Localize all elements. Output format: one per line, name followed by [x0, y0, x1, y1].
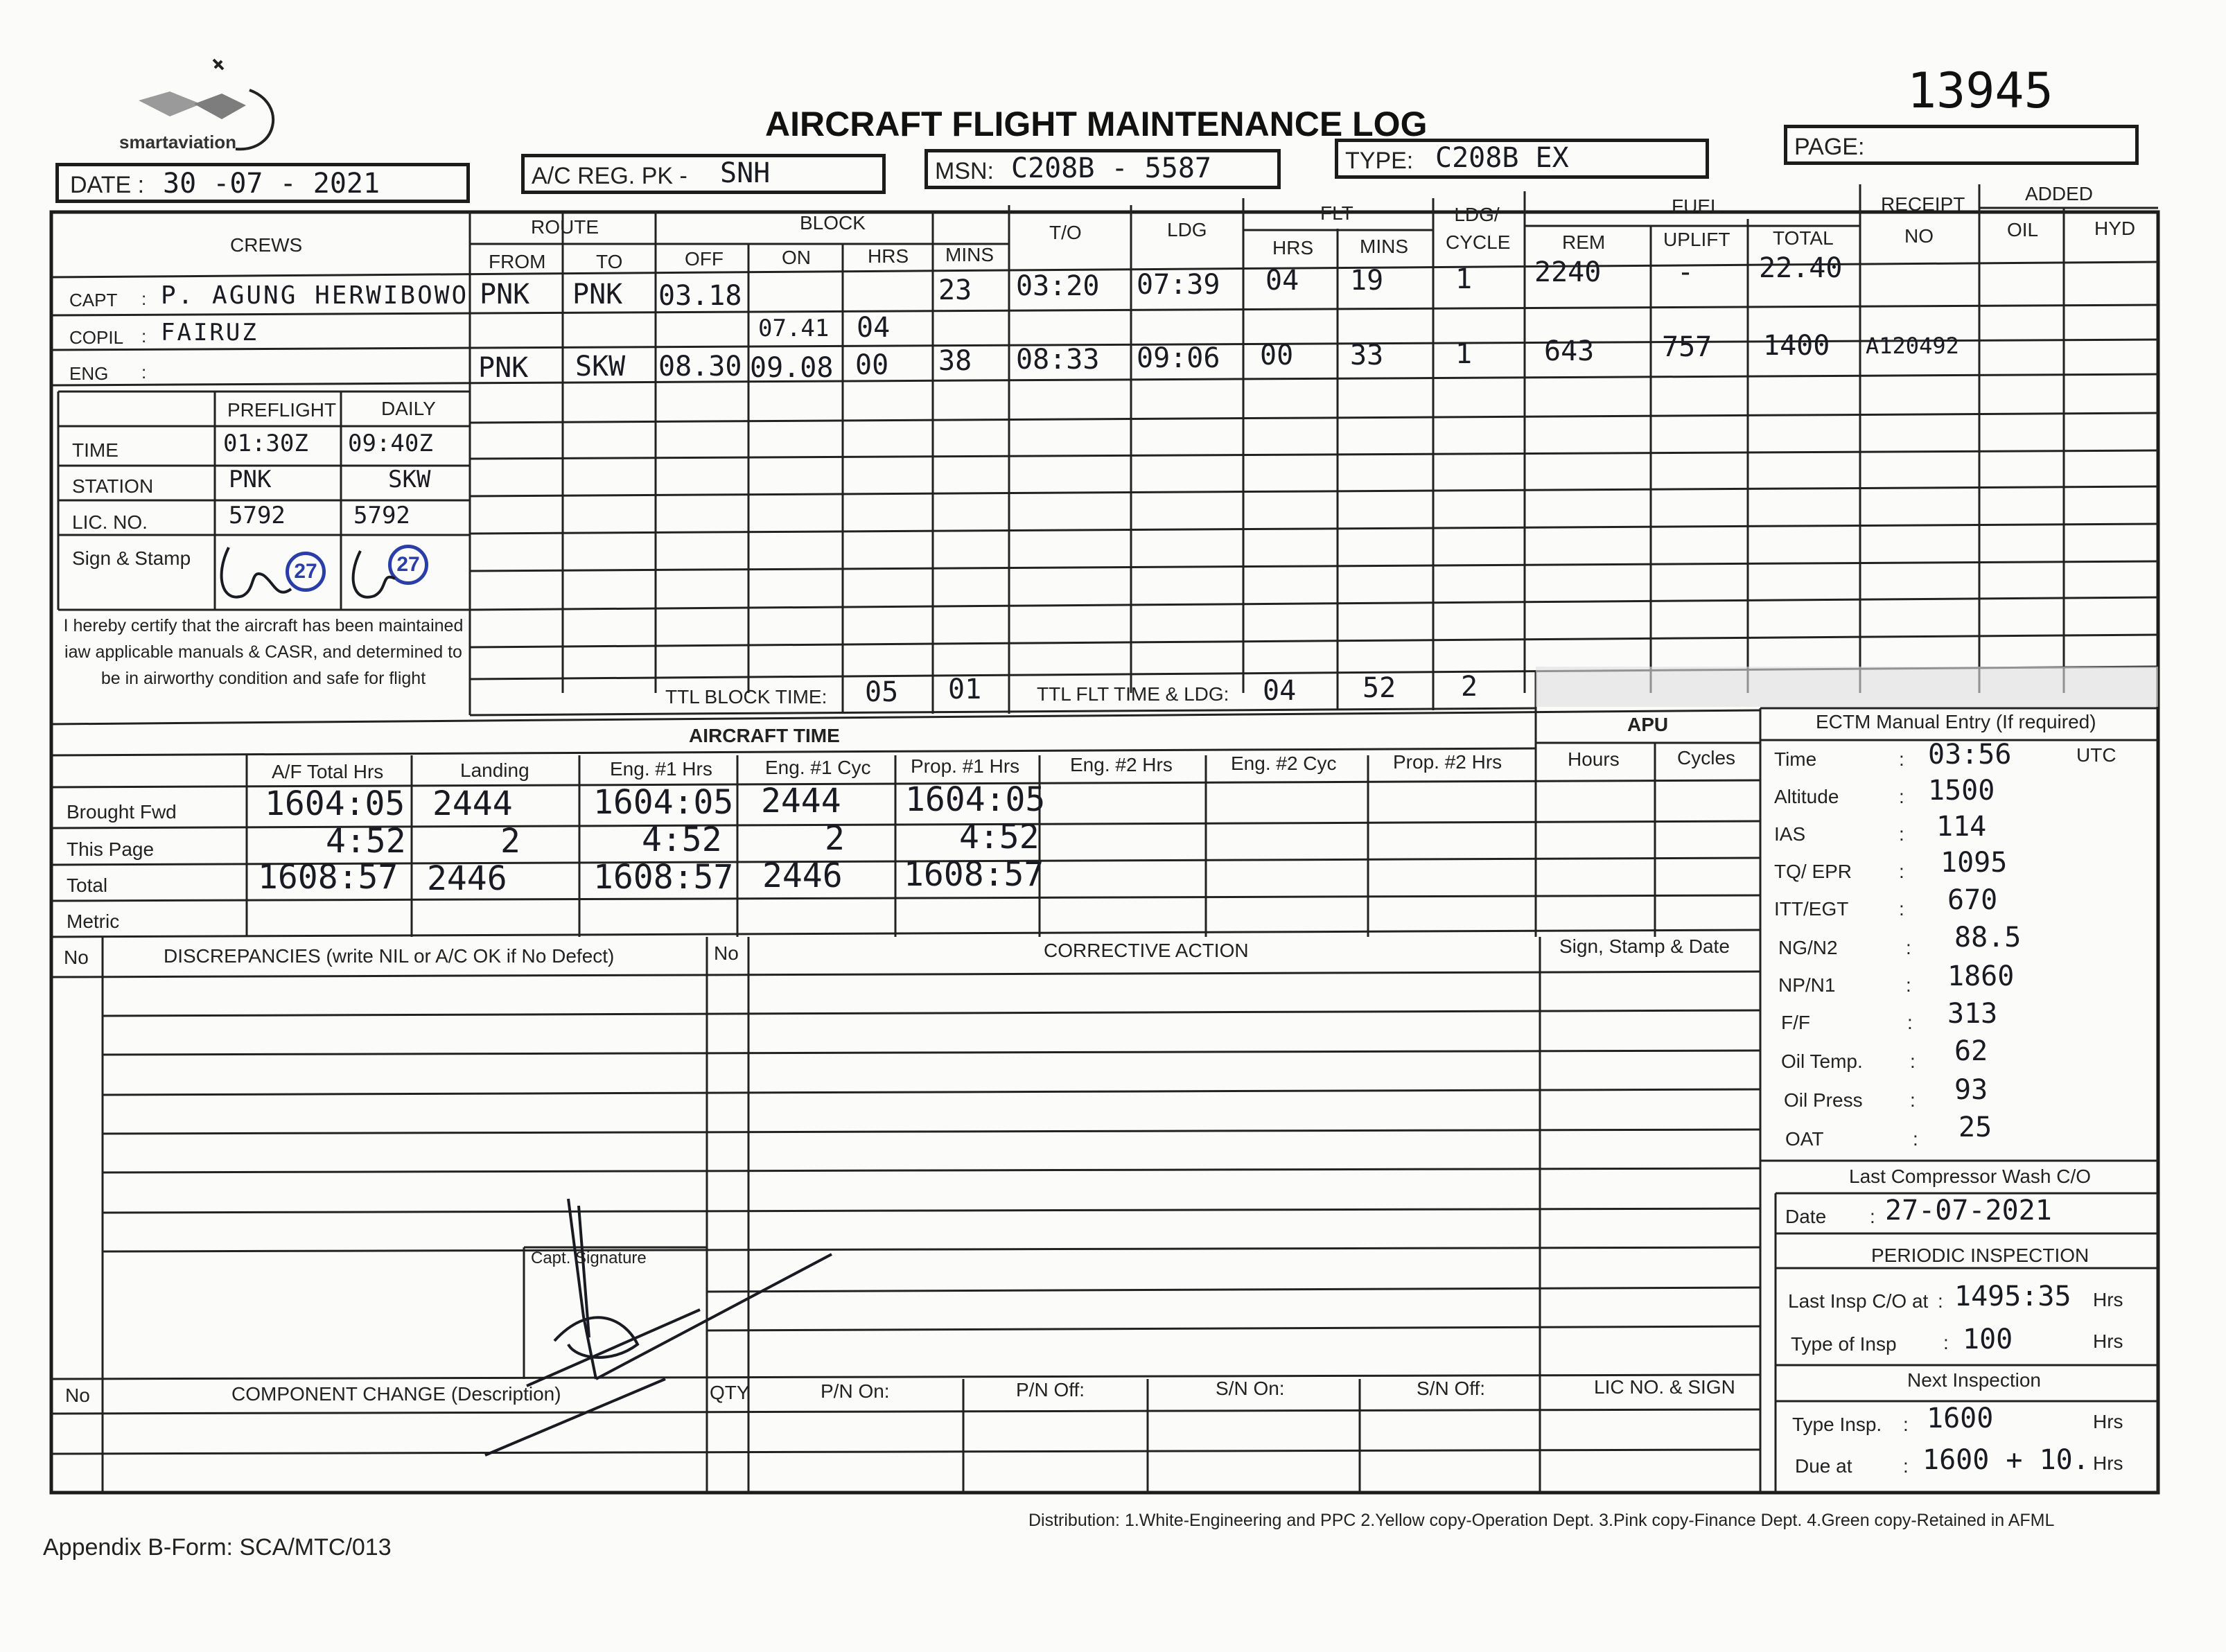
type-insp-label: Type of Insp: [1791, 1333, 1897, 1355]
apu-hours: Hours: [1568, 748, 1620, 770]
type-label: TYPE:: [1345, 148, 1414, 174]
page-title: AIRCRAFT FLIGHT MAINTENANCE LOG: [765, 105, 1428, 143]
ectm-label-itt: ITT/EGT: [1774, 898, 1849, 920]
tot-prop1[interactable]: 1608:57: [904, 855, 1044, 894]
daily-time[interactable]: 09:40Z: [348, 430, 433, 457]
ectm-label-oilpress: Oil Press: [1784, 1089, 1863, 1111]
flight1-rem[interactable]: 2240: [1534, 256, 1602, 288]
row-brought-fwd: Brought Fwd: [67, 801, 177, 823]
row-metric: Metric: [67, 911, 120, 932]
ectm-colon: :: [1899, 823, 1904, 845]
daily-stamp: 27: [388, 545, 428, 585]
date-label: DATE :: [70, 172, 145, 198]
flight1-ldg[interactable]: 07:39: [1137, 269, 1220, 301]
flight1-mins[interactable]: 23: [938, 274, 972, 306]
comp-sn-off: S/N Off:: [1417, 1378, 1486, 1399]
type-insp-colon: :: [1943, 1332, 1949, 1353]
col-block: BLOCK: [800, 212, 866, 234]
next-type-colon: :: [1903, 1414, 1909, 1435]
tot-eng1-cyc[interactable]: 2446: [762, 856, 843, 895]
aircraft-time-title: AIRCRAFT TIME: [689, 725, 840, 746]
page-label: PAGE:: [1794, 134, 1865, 160]
ectm-value-ias[interactable]: 114: [1936, 811, 1987, 843]
ttl-flt-label: TTL FLT TIME & LDG:: [1037, 683, 1229, 705]
last-insp-value[interactable]: 1495:35: [1954, 1281, 2071, 1312]
comp-no-header: No: [65, 1385, 90, 1406]
lic-label: LIC. NO.: [72, 511, 148, 533]
ttl-shade: [1536, 667, 2158, 707]
ectm-colon: :: [1910, 1051, 1916, 1072]
ectm-colon: :: [1907, 1012, 1913, 1033]
certify-text: I hereby certify that the aircraft has been maintained iaw applicable manuals & CASR, and determined to be in airworthy condition and safe for flight: [63, 616, 464, 688]
flight2-hrs[interactable]: 00: [855, 349, 889, 381]
next-title: Next Inspection: [1907, 1369, 2041, 1391]
ectm-value-ff[interactable]: 313: [1947, 998, 1998, 1030]
col-mins: MINS: [945, 244, 994, 265]
flight2-ldg[interactable]: 09:06: [1137, 342, 1220, 374]
ectm-colon: :: [1906, 937, 1911, 958]
flight2-receipt[interactable]: A120492: [1866, 333, 1959, 359]
ectm-value-altitude[interactable]: 1500: [1928, 775, 1995, 807]
col-flt: FLT: [1320, 202, 1353, 224]
preflight-header: PREFLIGHT: [227, 399, 337, 421]
daily-station[interactable]: SKW: [388, 466, 431, 493]
ectm-value-np[interactable]: 1860: [1947, 960, 2015, 992]
ectm-value-oiltemp[interactable]: 62: [1954, 1035, 1988, 1067]
flight1-on[interactable]: 07.41: [758, 315, 830, 342]
col-on: ON: [782, 247, 811, 268]
last-insp-label: Last Insp C/O at: [1788, 1290, 1929, 1312]
apu-title: APU: [1627, 714, 1669, 735]
appendix-text: Appendix B-Form: SCA/MTC/013: [43, 1534, 392, 1561]
col-fuel: FUEL: [1672, 195, 1721, 217]
eng-colon: :: [141, 362, 147, 383]
bf-af-total[interactable]: 1604:05: [265, 784, 405, 823]
ectm-label-ng: NG/N2: [1778, 937, 1838, 958]
type-insp-value[interactable]: 100: [1963, 1324, 2013, 1355]
capt-label: CAPT: [69, 290, 118, 310]
comp-sn-on: S/N On:: [1216, 1378, 1285, 1399]
flight2-from[interactable]: PNK: [478, 352, 529, 384]
row-this-page: This Page: [67, 838, 155, 860]
msn-value: C208B - 5587: [1011, 152, 1211, 184]
at-header-prop1: Prop. #1 Hrs: [911, 755, 1020, 777]
col-uplift: UPLIFT: [1663, 229, 1730, 250]
col-off: OFF: [685, 248, 724, 270]
preflight-time[interactable]: 01:30Z: [223, 430, 308, 457]
periodic-title: PERIODIC INSPECTION: [1871, 1245, 2089, 1266]
wash-colon: :: [1870, 1206, 1875, 1227]
copil-label: COPIL: [69, 327, 124, 348]
ectm-label-np: NP/N1: [1778, 974, 1836, 996]
ectm-label-ias: IAS: [1774, 823, 1806, 845]
copil-name[interactable]: FAIRUZ: [161, 319, 258, 346]
capt-signature-label: Capt. Signature: [531, 1249, 647, 1267]
comp-title: COMPONENT CHANGE (Description): [231, 1383, 561, 1405]
ectm-label-oat: OAT: [1785, 1128, 1824, 1150]
due-label: Due at: [1795, 1455, 1852, 1477]
ttl-ldg[interactable]: 2: [1461, 671, 1478, 703]
ectm-colon: :: [1899, 748, 1904, 770]
at-header-eng2cyc: Eng. #2 Cyc: [1231, 753, 1337, 774]
wash-date-label: Date: [1785, 1206, 1827, 1227]
ectm-colon: :: [1910, 1089, 1916, 1111]
tot-af-total[interactable]: 1608:57: [258, 858, 398, 897]
flight1-from[interactable]: PNK: [480, 279, 530, 310]
col-ldg-cycle: LDG/ CYCLE: [1446, 204, 1511, 253]
tp-prop1[interactable]: 4:52: [959, 818, 1040, 856]
logo-text: smartaviation: [119, 132, 237, 152]
col-oil: OIL: [2007, 219, 2039, 240]
ectm-value-itt[interactable]: 670: [1947, 884, 1998, 916]
copil-colon: :: [141, 326, 147, 346]
corrective-title: CORRECTIVE ACTION: [1044, 940, 1249, 961]
row-total: Total: [67, 875, 108, 896]
next-type-value[interactable]: 1600: [1927, 1403, 1994, 1434]
col-to: TO: [596, 251, 623, 272]
due-value[interactable]: 1600 + 10.: [1922, 1444, 2089, 1476]
ectm-value-oilpress[interactable]: 93: [1954, 1074, 1988, 1106]
ectm-title: ECTM Manual Entry (If required): [1816, 711, 2096, 732]
due-unit: Hrs: [2093, 1452, 2123, 1474]
apu-cycles: Cycles: [1677, 747, 1736, 768]
flight2-rem[interactable]: 643: [1544, 335, 1595, 367]
bf-prop1[interactable]: 1604:05: [905, 780, 1046, 819]
comp-pn-off: P/N Off:: [1016, 1379, 1085, 1400]
next-type-unit: Hrs: [2093, 1411, 2123, 1432]
ectm-value-time[interactable]: 03:56: [1928, 739, 2012, 771]
log-number: 13945: [1907, 62, 2053, 119]
capt-name[interactable]: P. AGUNG HERWIBOWO: [161, 281, 469, 310]
flight1-hrs[interactable]: 04: [857, 312, 891, 344]
col-to-time: T/O: [1049, 222, 1082, 243]
msn-label: MSN:: [935, 158, 994, 184]
flight1-uplift[interactable]: -: [1677, 256, 1694, 288]
disc-no-header: No: [64, 947, 89, 968]
preflight-station[interactable]: PNK: [229, 466, 272, 493]
tp-af-total[interactable]: 4:52: [326, 822, 406, 861]
flight2-mins[interactable]: 38: [938, 345, 972, 377]
ectm-unit-time: UTC: [2076, 744, 2117, 766]
flight1-cycle[interactable]: 1: [1455, 263, 1473, 295]
at-header-eng2hrs: Eng. #2 Hrs: [1070, 754, 1173, 775]
flight1-to-time[interactable]: 03:20: [1016, 270, 1100, 302]
time-label: TIME: [72, 439, 119, 461]
ectm-value-tq[interactable]: 1095: [1940, 847, 2008, 879]
flight2-uplift[interactable]: 757: [1662, 331, 1712, 363]
tp-eng1-cyc[interactable]: 2: [825, 819, 845, 858]
flight2-off[interactable]: 08.30: [658, 351, 742, 383]
ttl-block-mins[interactable]: 01: [948, 674, 982, 705]
flight2-cycle[interactable]: 1: [1455, 338, 1473, 370]
ectm-colon: :: [1899, 786, 1904, 807]
at-header-eng1hrs: Eng. #1 Hrs: [610, 758, 712, 780]
preflight-signatures: [208, 534, 457, 610]
flight2-total[interactable]: 1400: [1763, 330, 1830, 362]
col-crews: CREWS: [230, 234, 303, 256]
col-flt-hrs: HRS: [1272, 237, 1314, 258]
col-rem: REM: [1562, 231, 1606, 253]
ectm-colon: :: [1899, 898, 1904, 920]
tot-landing[interactable]: 2446: [427, 859, 507, 898]
col-from: FROM: [489, 251, 546, 272]
flight2-flt-mins[interactable]: 33: [1350, 340, 1384, 371]
wash-title: Last Compressor Wash C/O: [1849, 1166, 2092, 1187]
col-ldg: LDG: [1167, 219, 1207, 240]
flight1-off[interactable]: 03.18: [658, 280, 742, 312]
ectm-value-oat[interactable]: 25: [1958, 1111, 1992, 1143]
ectm-label-tq: TQ/ EPR: [1774, 861, 1852, 882]
ectm-colon: :: [1906, 974, 1911, 996]
preflight-stamp: 27: [286, 552, 326, 592]
col-route: ROUTE: [531, 216, 599, 238]
due-colon: :: [1903, 1455, 1909, 1477]
ectm-label-oiltemp: Oil Temp.: [1781, 1051, 1863, 1072]
col-hyd: HYD: [2094, 218, 2136, 239]
ectm-colon: :: [1899, 861, 1904, 882]
flight1-flt-mins[interactable]: 19: [1350, 265, 1384, 297]
comp-pn-on: P/N On:: [821, 1380, 890, 1402]
bf-eng1-hrs[interactable]: 1604:05: [593, 783, 734, 822]
next-type-label: Type Insp.: [1792, 1414, 1882, 1435]
ttl-block-hrs[interactable]: 05: [865, 676, 899, 708]
flight2-to-time[interactable]: 08:33: [1016, 344, 1100, 376]
at-header-prop2: Prop. #2 Hrs: [1393, 751, 1502, 773]
acreg-value: SNH: [720, 157, 771, 189]
col-flt-mins: MINS: [1360, 236, 1408, 257]
type-value: C208B EX: [1435, 142, 1569, 174]
last-insp-unit: Hrs: [2093, 1289, 2123, 1310]
disc-title: DISCREPANCIES (write NIL or A/C OK if No Defect): [164, 945, 615, 967]
ectm-colon: :: [1913, 1128, 1918, 1150]
distribution-text: Distribution: 1.White-Engineering and PPC 2.Yellow copy-Operation Dept. 3.Pink copy-Finance Dept. 4.Green copy-Retained in AFML: [1028, 1511, 2055, 1530]
ectm-label-ff: F/F: [1781, 1012, 1810, 1033]
flight1-flt-hrs[interactable]: 04: [1265, 265, 1299, 297]
ectm-value-ng[interactable]: 88.5: [1954, 922, 2022, 954]
preflight-lic[interactable]: 5792: [229, 502, 286, 529]
eng-label: ENG: [69, 363, 109, 384]
last-insp-colon: :: [1938, 1290, 1943, 1312]
col-total: TOTAL: [1773, 227, 1834, 249]
tp-eng1-hrs[interactable]: 4:52: [642, 820, 722, 859]
at-header-landing: Landing: [460, 759, 529, 781]
flight2-flt-hrs[interactable]: 00: [1260, 340, 1294, 371]
bf-landing[interactable]: 2444: [432, 784, 513, 823]
tp-landing[interactable]: 2: [500, 822, 520, 861]
flight2-to[interactable]: SKW: [575, 351, 626, 383]
col-receipt: RECEIPT NO: [1881, 193, 1965, 247]
comp-qty: QTY: [710, 1382, 750, 1403]
ectm-label-altitude: Altitude: [1774, 786, 1839, 807]
sign-stamp-label: Sign & Stamp: [72, 547, 191, 569]
at-header-af: A/F Total Hrs: [272, 761, 384, 782]
ttl-flt-hrs[interactable]: 04: [1263, 675, 1297, 707]
date-value: 30 -07 - 2021: [163, 168, 380, 200]
flight1-to[interactable]: PNK: [572, 279, 623, 310]
flight1-total[interactable]: 22.40: [1759, 252, 1843, 284]
station-label: STATION: [72, 475, 154, 497]
ttl-flt-mins[interactable]: 52: [1362, 672, 1396, 704]
daily-lic[interactable]: 5792: [353, 502, 410, 529]
type-insp-unit: Hrs: [2093, 1330, 2123, 1352]
bf-eng1-cyc[interactable]: 2444: [761, 782, 841, 820]
comp-lic: LIC NO. & SIGN: [1594, 1376, 1735, 1398]
ectm-label-time: Time: [1774, 748, 1817, 770]
flight2-on[interactable]: 09.08: [750, 352, 834, 384]
acreg-label: A/C REG. PK -: [532, 163, 687, 189]
at-header-eng1cyc: Eng. #1 Cyc: [765, 757, 871, 778]
capt-colon: :: [141, 288, 147, 309]
tot-eng1-hrs[interactable]: 1608:57: [593, 858, 734, 897]
col-added: ADDED: [2025, 183, 2094, 204]
sign-stamp-date: Sign, Stamp & Date: [1559, 935, 1730, 957]
ttl-block-label: TTL BLOCK TIME:: [665, 686, 827, 708]
col-hrs: HRS: [868, 245, 909, 267]
wash-date[interactable]: 27-07-2021: [1885, 1195, 2052, 1227]
daily-header: DAILY: [381, 398, 436, 419]
corr-no-header: No: [714, 942, 739, 964]
